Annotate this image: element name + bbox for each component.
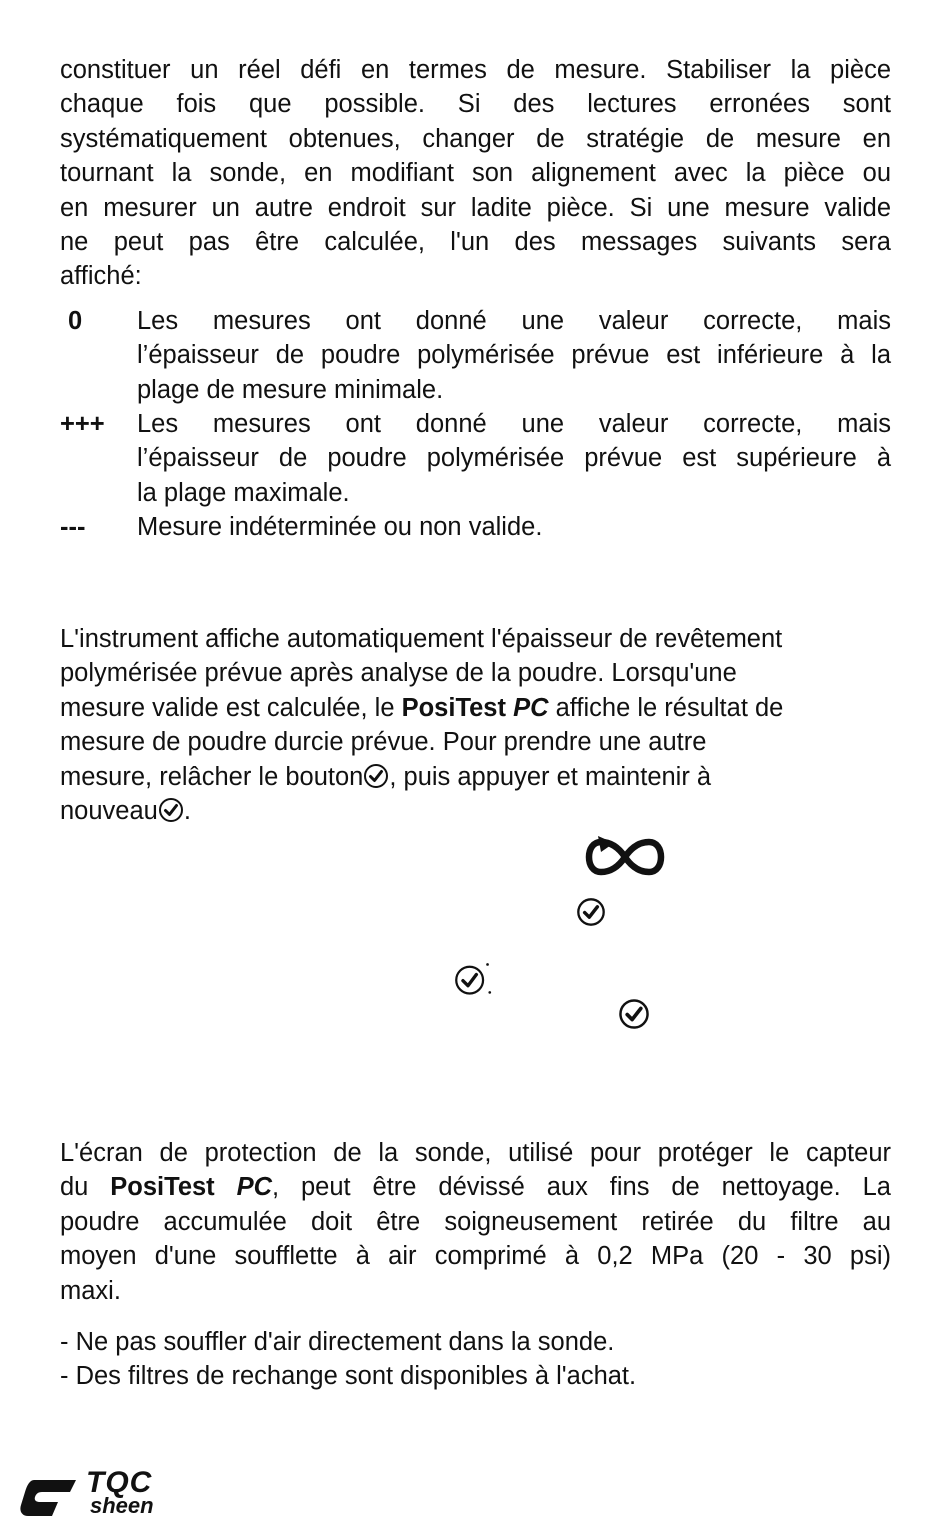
paragraph-measurement-strategy [60, 53, 891, 294]
notes-list [60, 1325, 891, 1394]
message-item-dash [60, 510, 891, 546]
text-line: en mesurer un autre endroit sur ladite pièce. Si une mesure valide [60, 193, 891, 222]
text-line: plage de mesure minimale. [137, 375, 444, 404]
logo-word-tqc: TQC [86, 1466, 153, 1499]
infinity-loop-icon [584, 834, 666, 880]
paragraph-automatic-display [60, 622, 891, 828]
logo-word-sheen: sheen [90, 1493, 154, 1518]
logo-mark-icon [20, 1478, 78, 1520]
note-item: - Ne pas souffler d'air directement dans la sonde. [60, 1328, 615, 1356]
check-icon [454, 962, 492, 996]
check-icon [618, 998, 650, 1030]
product-model: PC [236, 1173, 273, 1202]
message-symbol: --- [60, 513, 86, 541]
text-line: maxi. [60, 1276, 121, 1305]
text-line: l’épaisseur de poudre polymérisée prévue est inférieure à la [137, 341, 891, 370]
text-line: L'instrument affiche automatiquement l'épaisseur de revêtement [60, 625, 783, 653]
text-line: la plage maximale. [137, 478, 350, 507]
message-symbol: 0 [68, 307, 83, 335]
product-model: PC [513, 693, 549, 722]
check-icon [158, 797, 184, 823]
product-name: PosiTest [401, 693, 506, 722]
text-line: affiché: [60, 262, 142, 291]
text-line: L'écran de protection de la sonde, utilisé pour protéger le capteur [60, 1139, 891, 1167]
text-line: mesure valide est calculée, le PosiTest PC affiche le résultat de [60, 693, 784, 722]
message-symbol: +++ [60, 410, 105, 438]
text-line: mesure de poudre durcie prévue. Pour prendre une autre [60, 728, 707, 757]
text-line: constituer un réel défi en termes de mesure. Stabiliser la pièce [60, 56, 891, 84]
text-line: mesure, relâcher le bouton , puis appuyer et maintenir à [60, 762, 712, 791]
text-line: l’épaisseur de poudre polymérisée prévue est supérieure à [137, 444, 891, 473]
text-line: ne peut pas être calculée, l'un des messages suivants sera [60, 228, 891, 257]
text-line: systématiquement obtenues, changer de stratégie de mesure en [60, 124, 891, 153]
message-description [137, 407, 891, 510]
text-line: du PosiTest PC, peut être dévissé aux fins de nettoyage. La [60, 1173, 891, 1202]
text-line: nouveau . [60, 797, 191, 826]
check-icon [576, 897, 606, 927]
text-line: tournant la sonde, en modifiant son alignement avec la pièce ou [60, 159, 891, 188]
message-description [137, 304, 891, 407]
check-icon [363, 763, 389, 789]
text-line: Mesure indéterminée ou non valide. [137, 513, 543, 541]
tqc-sheen-logo [20, 1466, 160, 1522]
text-line: Les mesures ont donné une valeur correcte, mais [137, 410, 891, 438]
note-item: - Des filtres de rechange sont disponibles à l'achat. [60, 1362, 637, 1391]
product-name: PosiTest [110, 1173, 215, 1202]
message-item-plus [60, 407, 891, 511]
paragraph-probe-cleaning [60, 1136, 891, 1308]
text-line: chaque fois que possible. Si des lectures erronées sont [60, 90, 891, 119]
text-line: polymérisée prévue après analyse de la poudre. Lorsqu'une [60, 659, 737, 688]
message-item-zero [60, 304, 891, 408]
text-line: moyen d'une soufflette à air comprimé à 0,2 MPa (20 - 30 psi) [60, 1242, 891, 1271]
text-line: Les mesures ont donné une valeur correcte, mais [137, 307, 891, 335]
message-description [137, 510, 891, 544]
text-line: poudre accumulée doit être soigneusement retirée du filtre au [60, 1207, 891, 1236]
